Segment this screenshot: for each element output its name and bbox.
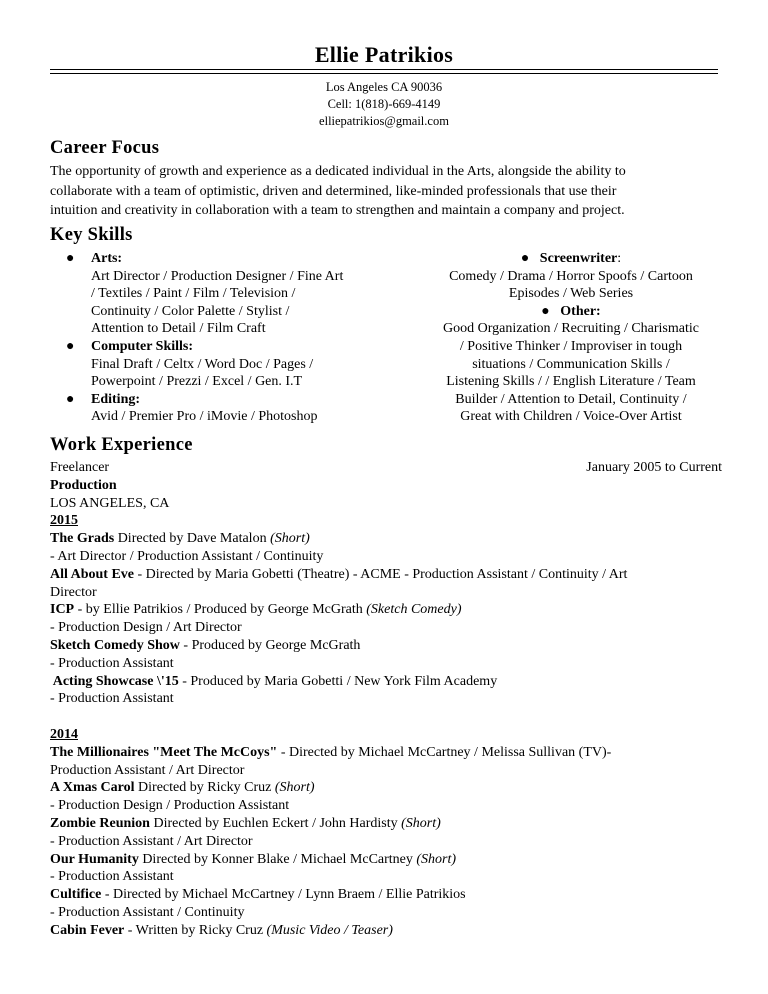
year-heading-2014: 2014: [50, 726, 78, 742]
career-focus-heading: Career Focus: [50, 138, 160, 158]
bullet-icon: ●: [541, 303, 550, 319]
credit-detail: - Production Assistant: [50, 691, 174, 707]
credit-detail: Director: [50, 584, 97, 600]
career-focus-line: collaborate with a team of optimistic, driven and determined, like-minded professionals that use their: [50, 183, 617, 199]
skill-category-computer: ● Computer Skills:: [66, 338, 194, 354]
skill-category-editing: ● Editing:: [66, 391, 141, 407]
bullet-icon: ●: [66, 338, 75, 354]
credit-entry: All About Eve - Directed by Maria Gobetti (Theatre) - ACME - Production Assistant / Continuity / Art: [50, 566, 628, 582]
credit-entry: ICP - by Ellie Patrikios / Produced by George McGrath (Sketch Comedy): [50, 602, 462, 618]
skill-line: Final Draft / Celtx / Word Doc / Pages /: [91, 356, 314, 372]
credit-detail: - Production Assistant: [50, 655, 174, 671]
credit-entry: The Grads Directed by Dave Matalon (Short): [50, 531, 310, 547]
candidate-name: Ellie Patrikios: [314, 42, 454, 67]
job-location: LOS ANGELES, CA: [50, 495, 170, 511]
skill-line: / Positive Thinker / Improviser in tough: [459, 338, 683, 354]
bullet-icon: ●: [520, 251, 530, 266]
skill-line: Powerpoint / Prezzi / Excel / Gen. I.T: [91, 374, 303, 390]
credit-detail: - Production Assistant / Continuity: [50, 904, 245, 920]
skills-left-column: [60, 250, 400, 426]
credit-entry: Acting Showcase \'15 - Produced by Maria Gobetti / New York Film Academy: [50, 673, 498, 689]
skill-line: Comedy / Drama / Horror Spoofs / Cartoon: [449, 268, 693, 284]
contact-phone: Cell: 1(818)-669-4149: [327, 97, 441, 111]
skill-line: / Textiles / Paint / Film / Television /: [91, 286, 296, 302]
credit-detail: - Production Assistant: [50, 869, 174, 885]
key-skills-heading: Key Skills: [50, 225, 133, 245]
job-role: Production: [50, 477, 117, 493]
skills-right-column: [420, 250, 722, 426]
skill-line: Continuity / Color Palette / Stylist /: [91, 303, 290, 319]
career-focus-line: intuition and creativity in collaboration with a team to strengthen and maintain a company and project.: [50, 203, 625, 218]
credit-entry: The Millionaires "Meet The McCoys" - Directed by Michael McCartney / Melissa Sullivan (TV)-: [50, 744, 612, 760]
credit-detail: - Production Design / Production Assistant: [50, 798, 290, 814]
skill-line: Avid / Premier Pro / iMovie / Photoshop: [91, 409, 318, 425]
credit-entry: A Xmas Carol Directed by Ricky Cruz (Short): [50, 780, 315, 796]
work-experience-heading: Work Experience: [50, 435, 193, 455]
credit-entry: Zombie Reunion Directed by Euchlen Eckert / John Hardisty (Short): [50, 815, 441, 831]
skill-line: Good Organization / Recruiting / Charismatic: [443, 321, 699, 337]
skill-line: Builder / Attention to Detail, Continuity /: [455, 391, 687, 407]
skill-line: situations / Communication Skills /: [472, 356, 670, 372]
skill-category-arts: ● Arts:: [66, 251, 123, 266]
skill-line: Great with Children / Voice-Over Artist: [460, 409, 682, 425]
skill-line: Episodes / Web Series: [508, 286, 634, 302]
skill-category-other: ● Other:: [541, 303, 601, 319]
credit-detail: - Production Design / Art Director: [50, 620, 242, 636]
year-heading-2015: 2015: [50, 513, 78, 529]
employment-dates: January 2005 to Current: [586, 460, 722, 475]
credit-entry: Our Humanity Directed by Konner Blake / Michael McCartney (Short): [50, 851, 457, 867]
contact-email[interactable]: elliepatrikios@gmail.com: [319, 114, 449, 128]
skill-category-screenwriter: ● Screenwriter:: [520, 251, 622, 266]
skill-line: Listening Skills / / English Literature / Team: [446, 374, 696, 390]
credit-entry: Cabin Fever - Written by Ricky Cruz (Music Video / Teaser): [50, 922, 393, 938]
credit-entry: Sketch Comedy Show - Produced by George McGrath: [50, 637, 361, 653]
bullet-icon: ●: [66, 391, 75, 407]
contact-address: Los Angeles CA 90036: [325, 80, 443, 94]
credit-detail: - Production Assistant / Art Director: [50, 833, 253, 849]
employer: Freelancer: [50, 460, 110, 475]
skill-line: Attention to Detail / Film Craft: [91, 321, 266, 337]
credit-entry: Cultifice - Directed by Michael McCartney / Lynn Braem / Ellie Patrikios: [50, 887, 466, 903]
spacer: [50, 708, 722, 726]
header-rule-top: [50, 69, 718, 70]
skill-line: Art Director / Production Designer / Fine Art: [91, 268, 344, 284]
career-focus-line: The opportunity of growth and experience as a dedicated individual in the Arts, alongside the ability to: [50, 164, 626, 179]
work-experience-section: [50, 459, 722, 940]
credit-detail: - Art Director / Production Assistant / Continuity: [50, 548, 324, 564]
bullet-icon: ●: [66, 251, 75, 266]
employer-row: [50, 459, 722, 477]
career-focus-text: [50, 162, 722, 221]
credit-detail: Production Assistant / Art Director: [50, 762, 245, 778]
header-rule-bottom: [50, 73, 718, 74]
